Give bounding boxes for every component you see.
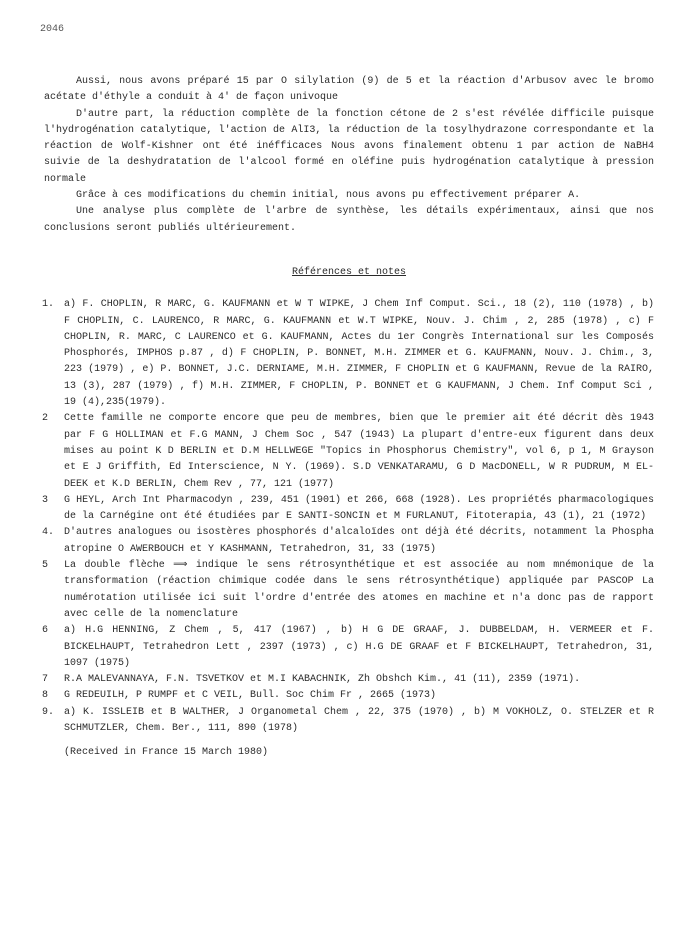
page-body bbox=[44, 74, 654, 762]
reference-number: 8 bbox=[42, 690, 49, 702]
reference-item bbox=[44, 558, 654, 623]
reference-number: 2 bbox=[42, 413, 49, 425]
body-paragraph: Grâce à ces modifications du chemin initial, nous avons pu effectivement préparer A. bbox=[76, 190, 581, 202]
reference-item bbox=[44, 411, 654, 492]
reference-text: G REDEUILH, P RUMPF et C VEIL, Bull. Soc Chim Fr , 2665 (1973) bbox=[64, 690, 437, 702]
reference-item bbox=[44, 705, 654, 738]
reference-text: La double flèche ⟹ indique le sens rétrosynthétique et est associée au nom mnémonique de la transformation (réaction chimique codée dans le sens rétrosynthétique) appliquée par PASCOP La numérotation utilisée ici suit l'ordre d'entrée des atomes en machine et n'a donc pas de rapport avec celle de la nomenclature bbox=[64, 560, 654, 620]
received-date: (Received in France 15 March 1980) bbox=[64, 747, 269, 759]
reference-text: R.A MALEVANNAYA, F.N. TSVETKOV et M.I KABACHNIK, Zh Obshch Kim., 41 (11), 2359 (1971). bbox=[64, 674, 581, 686]
reference-item bbox=[44, 297, 654, 411]
body-paragraph: D'autre part, la réduction complète de la fonction cétone de 2 s'est révélée difficile puisque l'hydrogénation catalytique, l'action de AlI3, la réduction de la tosylhydrazone correspondante et la réaction de Wolf-Kishner ont été inéfficaces Nous avons finalement obtenu 1 par action de NaBH4 suivie de la deshydratation de l'alcool formé en oléfine puis hydrogénation catalytique à pression normale bbox=[44, 108, 654, 185]
body-paragraph: Aussi, nous avons préparé 15 par O silylation (9) de 5 et la réaction d'Arbusov avec le bromo acétate d'éthyle a conduit à 4' de façon univoque bbox=[44, 76, 654, 104]
reference-item bbox=[44, 672, 654, 688]
reference-item bbox=[44, 688, 654, 704]
reference-item bbox=[44, 493, 654, 526]
reference-text: a) F. CHOPLIN, R MARC, G. KAUFMANN et W T WIPKE, J Chem Inf Comput. Sci., 18 (2), 110 (1978) , b) F CHOPLIN, C. LAURENCO, R MARC, G. KAUFMANN et W.T WIPKE, Nouv. J. Chim , 2, 285 (1978) , c) F CHOPLIN, R. MARC, C LAURENCO et G. KAUFMANN, Actes du 1er Congrès International sur les Composés Phosphorés, IMPHOS p.87 , d) F CHOPLIN, P. BONNET, M.H. ZIMMER et G. KAUFMANN, Nouv. J. Chim., 3, 223 (1979) , e) P. BONNET, J.C. DERNIAME, M.H. ZIMMER, F CHOPLIN et G KAUFMANN, Revue de la RAIRO, 13 (3), 287 (1979) , f) M.H. ZIMMER, F CHOPLIN, P. BONNET et G KAUFMANN, J Chem. Inf Comput Sci , 19 (4),235(1979). bbox=[64, 299, 654, 409]
reference-number: 1. bbox=[42, 299, 55, 311]
reference-text: a) K. ISSLEIB et B WALTHER, J Organometal Chem , 22, 375 (1970) , b) M VOKHOLZ, O. STELZER et R SCHMUTZLER, Chem. Ber., 111, 890 (1978) bbox=[64, 706, 654, 734]
references-title: Références et notes bbox=[291, 266, 407, 278]
reference-item bbox=[44, 623, 654, 672]
reference-text: Cette famille ne comporte encore que peu de membres, bien que le premier ait été décrit dès 1943 par F G HOLLIMAN et F.G MANN, J Chem Soc , 547 (1943) La plupart d'entre-eux figurent dans deux mises au point K D BERLIN et D.M HELLWEGE "Topics in Phosphorus Chemistry", vol 6, p 1, M Grayson et E J Griffith, Ed Interscience, N Y. (1969). S.D VENKATARAMU, G D MacDONELL, W R PUDRUM, M EL-DEEK et K.D BERLIN, Chem Rev , 77, 121 (1977) bbox=[64, 413, 654, 490]
reference-number: 3 bbox=[42, 494, 49, 506]
reference-text: D'autres analogues ou isostères phosphorés d'alcaloïdes ont déjà été décrits, notamment la Phospha atropine O AWERBOUCH et Y KASHMANN, Tetrahedron, 31, 33 (1975) bbox=[64, 527, 654, 555]
reference-number: 7 bbox=[42, 674, 49, 686]
reference-number: 6 bbox=[42, 625, 49, 637]
page-number: 2046 bbox=[40, 24, 65, 35]
reference-number: 9. bbox=[42, 706, 55, 718]
reference-text: a) H.G HENNING, Z Chem , 5, 417 (1967) , b) H G DE GRAAF, J. DUBBELDAM, H. VERMEER et F. BICKELHAUPT, Tetrahedron Lett , 2397 (1973) , c) H.G DE GRAAF et F BICKELHAUPT, Tetrahedron, 31, 1097 (1975) bbox=[64, 625, 654, 669]
references-list bbox=[44, 297, 654, 737]
reference-item bbox=[44, 525, 654, 558]
reference-number: 5 bbox=[42, 560, 49, 572]
reference-number: 4. bbox=[42, 527, 55, 539]
body-paragraph: Une analyse plus complète de l'arbre de synthèse, les détails expérimentaux, ainsi que nos conclusions seront publiés ultérieurement. bbox=[44, 206, 654, 234]
reference-text: G HEYL, Arch Int Pharmacodyn , 239, 451 (1901) et 266, 668 (1928). Les propriétés pharmacologiques de la Carnégine ont été étudiées par E SANTI-SONCIN et M FURLANUT, Fitoterapia, 43 (1), 21 (1972) bbox=[64, 494, 654, 523]
